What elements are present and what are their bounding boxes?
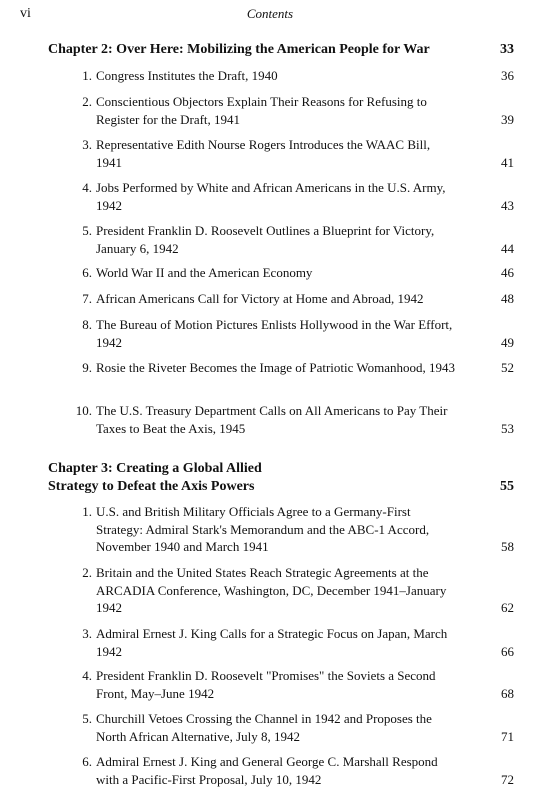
entry-page: 62 xyxy=(501,600,514,615)
entry-page: 46 xyxy=(501,265,514,280)
toc-entry xyxy=(64,753,514,788)
toc-entry xyxy=(64,667,514,702)
entry-page: 41 xyxy=(501,154,514,170)
running-title: Contents xyxy=(246,6,294,21)
chapter-heading xyxy=(48,460,514,496)
entry-title: Congress Institutes the Draft, 1940 xyxy=(96,68,278,83)
toc-entry xyxy=(64,93,514,128)
entry-title: Representative Edith Nourse Rogers Introduces the WAAC Bill, 1941 xyxy=(96,137,431,170)
toc-entry xyxy=(64,136,514,171)
entry-page: 68 xyxy=(501,685,514,701)
entry-number: 6. xyxy=(82,754,92,769)
entry-title: Britain and the United States Reach Strategic Agreements at the ARCADIA Conference, Washington, DC, December 1941–January 1942 xyxy=(96,565,447,615)
entry-number: 9. xyxy=(82,360,92,375)
toc-entry xyxy=(64,264,514,282)
entry-title: President Franklin D. Roosevelt Outlines a Blueprint for Victory, January 6, 1942 xyxy=(96,223,435,256)
entry-number: 4. xyxy=(82,180,92,195)
entry-number: 5. xyxy=(82,711,92,726)
entry-page: 53 xyxy=(501,420,514,436)
entry-number: 5. xyxy=(82,223,92,238)
entry-title: Admiral Ernest J. King Calls for a Strategic Focus on Japan, March 1942 xyxy=(96,626,448,659)
entry-number: 3. xyxy=(82,626,92,641)
chapter-heading xyxy=(48,41,514,59)
toc-entry xyxy=(64,503,514,556)
page-number: vi xyxy=(20,6,31,21)
toc-entry xyxy=(64,316,514,351)
entry-title: The Bureau of Motion Pictures Enlists Hollywood in the War Effort, 1942 xyxy=(96,317,453,350)
toc-entry xyxy=(64,710,514,745)
entry-number: 2. xyxy=(82,565,92,580)
entry-number: 1. xyxy=(82,504,92,519)
chapter-page: 55 xyxy=(500,479,514,494)
entry-title: Jobs Performed by White and African Americans in the U.S. Army, 1942 xyxy=(96,180,446,213)
entry-page: 58 xyxy=(501,539,514,554)
entry-title: Conscientious Objectors Explain Their Reasons for Refusing to Register for the Draft, 1941 xyxy=(96,94,427,127)
entry-title: U.S. and British Military Officials Agree to a Germany-First Strategy: Admiral Stark's Memorandum and the ABC-1 Accord, November 1940 and March 1941 xyxy=(96,504,430,554)
entry-page: 43 xyxy=(501,197,514,213)
toc-entry xyxy=(64,564,514,617)
entry-number: 10. xyxy=(75,403,92,418)
chapter-page: 33 xyxy=(500,42,514,57)
entry-number: 4. xyxy=(82,668,92,683)
entry-page: 48 xyxy=(501,291,514,306)
entry-number: 8. xyxy=(82,317,92,332)
entry-page: 72 xyxy=(501,771,514,787)
running-head xyxy=(20,6,520,26)
entry-title: Rosie the Riveter Becomes the Image of Patriotic Womanhood, 1943 xyxy=(96,360,456,375)
entry-number: 6. xyxy=(82,265,92,280)
entry-page: 66 xyxy=(501,643,514,659)
toc-entry xyxy=(64,179,514,214)
entry-number: 3. xyxy=(82,137,92,152)
entry-page: 36 xyxy=(501,68,514,83)
entry-page: 52 xyxy=(501,360,514,375)
entry-number: 7. xyxy=(82,291,92,306)
entry-title: Churchill Vetoes Crossing the Channel in 1942 and Proposes the North African Alternative, July 8, 1942 xyxy=(96,711,432,744)
chapter-title: Chapter 3: Creating a Global Allied Strategy to Defeat the Axis Powers xyxy=(48,461,262,494)
entry-title: The U.S. Treasury Department Calls on All Americans to Pay Their Taxes to Beat the Axis, 1945 xyxy=(96,403,448,436)
toc-entry xyxy=(64,290,514,308)
entry-page: 71 xyxy=(501,728,514,744)
entry-page: 49 xyxy=(501,334,514,350)
chapter-title: Chapter 2: Over Here: Mobilizing the American People for War xyxy=(48,42,430,57)
entry-page: 44 xyxy=(501,240,514,256)
toc-entry xyxy=(64,222,514,257)
toc-entry xyxy=(64,625,514,660)
entry-title: Admiral Ernest J. King and General George C. Marshall Respond with a Pacific-First Proposal, July 10, 1942 xyxy=(96,754,438,787)
entry-title: African Americans Call for Victory at Home and Abroad, 1942 xyxy=(96,291,424,306)
entry-number: 1. xyxy=(82,68,92,83)
entry-number: 2. xyxy=(82,94,92,109)
entry-title: President Franklin D. Roosevelt "Promises" the Soviets a Second Front, May–June 1942 xyxy=(96,668,436,701)
toc-entry xyxy=(64,359,514,377)
entry-title: World War II and the American Economy xyxy=(96,265,313,280)
entry-page: 39 xyxy=(501,111,514,127)
toc-entry xyxy=(64,402,514,437)
toc-entry xyxy=(64,67,514,85)
